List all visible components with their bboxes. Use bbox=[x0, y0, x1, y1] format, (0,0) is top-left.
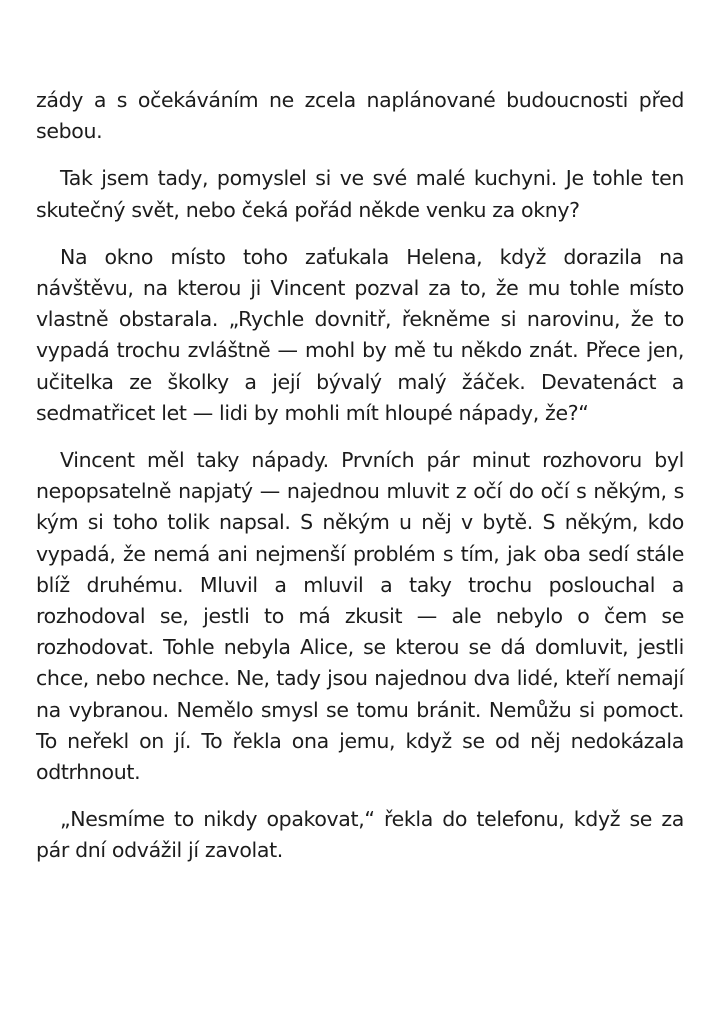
paragraph: „Nesmíme to nikdy opakovat,“ řekla do telefonu, když se za pár dní odvážil jí zavolat. bbox=[36, 807, 684, 863]
book-page-text bbox=[36, 85, 684, 883]
paragraph: Tak jsem tady, pomyslel si ve své malé kuchyni. Je tohle ten skutečný svět, nebo čeká pořád někde venku za okny? bbox=[36, 166, 684, 222]
paragraph-continued: zády a s očekáváním ne zcela naplánované budoucnosti před sebou. bbox=[36, 88, 684, 144]
paragraph: Na okno místo toho zaťukala Helena, když dorazila na návštěvu, na kterou ji Vincent pozval za to, že mu tohle místo vlastně obstarala. „Rychle dovnitř, řekněme si narovinu, že to vypadá trochu zvláštně — mohl by mě tu někdo znát. Přece jen, učitelka ze školky a její bývalý malý žáček. Devatenáct a sedmatřicet let — lidi by mohli mít hloupé nápady, že?“ bbox=[36, 244, 684, 425]
paragraph: Vincent měl taky nápady. Prvních pár minut rozhovoru byl nepopsatelně napjatý — najednou mluvit z očí do očí s někým, s kým si toho tolik napsal. S někým u něj v bytě. S někým, kdo vypadá, že nemá ani nejmenší problém s tím, jak oba sedí stále blíž druhému. Mluvil a mluvil a taky trochu poslouchal a rozhodoval se, jestli to má zkusit — ale nebylo o čem se rozhodovat. Tohle nebyla Alice, se kterou se dá domluvit, jestli chce, nebo nechce. Ne, tady jsou najednou dva lidé, kteří nemají na vybranou. Nemělo smysl se tomu bránit. Nemůžu si pomoct. To neřekl on jí. To řekla ona jemu, když se od něj nedokázala odtrhnout. bbox=[36, 448, 684, 785]
